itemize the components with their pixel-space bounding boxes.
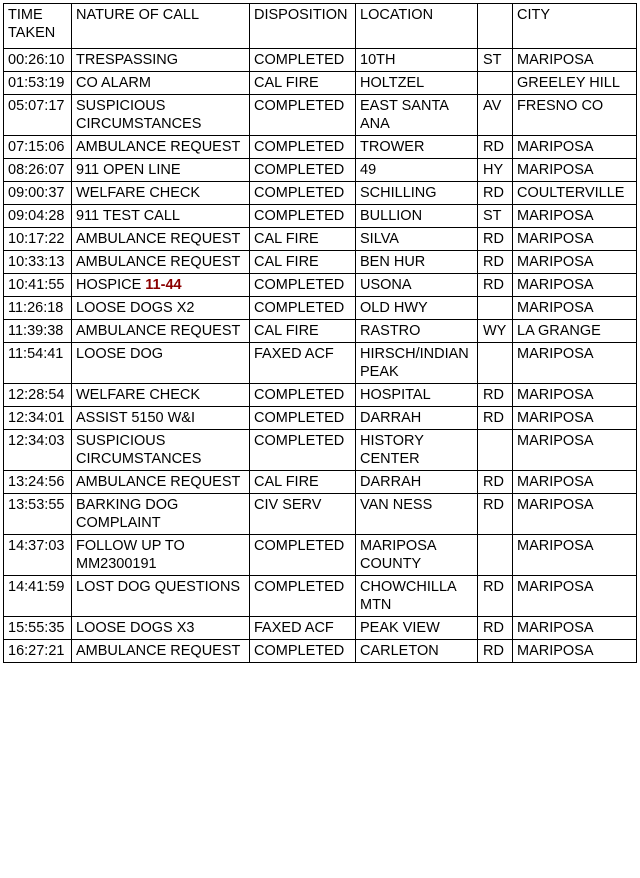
header-nature-of-call: NATURE OF CALL xyxy=(72,4,250,49)
nature-cell: AMBULANCE REQUEST xyxy=(72,640,250,663)
table-row xyxy=(4,343,637,384)
nature-cell xyxy=(72,274,250,297)
suffix-cell: RD xyxy=(478,136,513,159)
city-cell: MARIPOSA xyxy=(513,274,637,297)
city-cell: MARIPOSA xyxy=(513,228,637,251)
header-suffix xyxy=(478,4,513,49)
city-cell: MARIPOSA xyxy=(513,576,637,617)
location-cell: BULLION xyxy=(356,205,478,228)
suffix-cell xyxy=(478,72,513,95)
nature-cell: 911 TEST CALL xyxy=(72,205,250,228)
location-cell: RASTRO xyxy=(356,320,478,343)
table-row xyxy=(4,182,637,205)
table-row xyxy=(4,640,637,663)
nature-cell: AMBULANCE REQUEST xyxy=(72,471,250,494)
location-cell: CARLETON xyxy=(356,640,478,663)
city-cell: FRESNO CO xyxy=(513,95,637,136)
location-cell: EAST SANTA ANA xyxy=(356,95,478,136)
table-row xyxy=(4,228,637,251)
table-row xyxy=(4,136,637,159)
disposition-cell: COMPLETED xyxy=(250,297,356,320)
nature-cell: LOOSE DOG xyxy=(72,343,250,384)
table-row xyxy=(4,274,637,297)
table-row xyxy=(4,205,637,228)
table-row xyxy=(4,95,637,136)
header-time-taken: TIME TAKEN xyxy=(4,4,72,49)
nature-cell: AMBULANCE REQUEST xyxy=(72,251,250,274)
time-cell: 07:15:06 xyxy=(4,136,72,159)
table-row xyxy=(4,251,637,274)
disposition-cell: COMPLETED xyxy=(250,159,356,182)
disposition-cell: CAL FIRE xyxy=(250,320,356,343)
time-cell: 10:41:55 xyxy=(4,274,72,297)
time-cell: 14:41:59 xyxy=(4,576,72,617)
nature-cell: LOST DOG QUESTIONS xyxy=(72,576,250,617)
table-row xyxy=(4,430,637,471)
disposition-cell: COMPLETED xyxy=(250,430,356,471)
disposition-cell: FAXED ACF xyxy=(250,617,356,640)
suffix-cell: RD xyxy=(478,576,513,617)
time-cell: 12:34:03 xyxy=(4,430,72,471)
table-row xyxy=(4,384,637,407)
time-cell: 10:33:13 xyxy=(4,251,72,274)
nature-cell: AMBULANCE REQUEST xyxy=(72,136,250,159)
suffix-cell: RD xyxy=(478,182,513,205)
table-row xyxy=(4,159,637,182)
disposition-cell: COMPLETED xyxy=(250,95,356,136)
disposition-cell: COMPLETED xyxy=(250,136,356,159)
disposition-cell: COMPLETED xyxy=(250,407,356,430)
time-cell: 12:28:54 xyxy=(4,384,72,407)
time-cell: 16:27:21 xyxy=(4,640,72,663)
nature-cell: 911 OPEN LINE xyxy=(72,159,250,182)
nature-cell: AMBULANCE REQUEST xyxy=(72,320,250,343)
city-cell: MARIPOSA xyxy=(513,251,637,274)
location-cell: SILVA xyxy=(356,228,478,251)
disposition-cell: CIV SERV xyxy=(250,494,356,535)
suffix-cell: RD xyxy=(478,640,513,663)
disposition-cell: COMPLETED xyxy=(250,640,356,663)
city-cell: MARIPOSA xyxy=(513,136,637,159)
location-cell: HIRSCH/INDIAN PEAK xyxy=(356,343,478,384)
disposition-cell: COMPLETED xyxy=(250,182,356,205)
table-row xyxy=(4,471,637,494)
time-cell: 09:00:37 xyxy=(4,182,72,205)
nature-cell: TRESPASSING xyxy=(72,49,250,72)
nature-cell: AMBULANCE REQUEST xyxy=(72,228,250,251)
location-cell: PEAK VIEW xyxy=(356,617,478,640)
location-cell: SCHILLING xyxy=(356,182,478,205)
city-cell: MARIPOSA xyxy=(513,640,637,663)
time-cell: 10:17:22 xyxy=(4,228,72,251)
disposition-cell: CAL FIRE xyxy=(250,251,356,274)
disposition-cell: CAL FIRE xyxy=(250,228,356,251)
nature-cell: WELFARE CHECK xyxy=(72,384,250,407)
header-row xyxy=(4,4,637,49)
table-row xyxy=(4,535,637,576)
disposition-cell: FAXED ACF xyxy=(250,343,356,384)
city-cell: MARIPOSA xyxy=(513,430,637,471)
suffix-cell: AV xyxy=(478,95,513,136)
time-cell: 11:54:41 xyxy=(4,343,72,384)
suffix-cell: RD xyxy=(478,228,513,251)
disposition-cell: COMPLETED xyxy=(250,49,356,72)
location-cell: HOSPITAL xyxy=(356,384,478,407)
suffix-cell: RD xyxy=(478,494,513,535)
disposition-cell: COMPLETED xyxy=(250,384,356,407)
suffix-cell xyxy=(478,535,513,576)
location-cell: VAN NESS xyxy=(356,494,478,535)
table-row xyxy=(4,617,637,640)
location-cell: HOLTZEL xyxy=(356,72,478,95)
city-cell: MARIPOSA xyxy=(513,205,637,228)
nature-text: HOSPICE xyxy=(76,277,142,293)
time-cell: 14:37:03 xyxy=(4,535,72,576)
city-cell: LA GRANGE xyxy=(513,320,637,343)
city-cell: MARIPOSA xyxy=(513,407,637,430)
suffix-cell: HY xyxy=(478,159,513,182)
nature-cell: CO ALARM xyxy=(72,72,250,95)
table-row xyxy=(4,494,637,535)
city-cell: MARIPOSA xyxy=(513,617,637,640)
time-cell: 00:26:10 xyxy=(4,49,72,72)
time-cell: 08:26:07 xyxy=(4,159,72,182)
suffix-cell: ST xyxy=(478,205,513,228)
time-cell: 11:39:38 xyxy=(4,320,72,343)
city-cell: MARIPOSA xyxy=(513,494,637,535)
time-cell: 11:26:18 xyxy=(4,297,72,320)
location-cell: CHOWCHILLA MTN xyxy=(356,576,478,617)
table-row xyxy=(4,320,637,343)
location-cell: HISTORY CENTER xyxy=(356,430,478,471)
table-row xyxy=(4,72,637,95)
suffix-cell: RD xyxy=(478,407,513,430)
nature-cell: ASSIST 5150 W&I xyxy=(72,407,250,430)
disposition-cell: COMPLETED xyxy=(250,576,356,617)
nature-cell: LOOSE DOGS X3 xyxy=(72,617,250,640)
table-row xyxy=(4,407,637,430)
city-cell: MARIPOSA xyxy=(513,384,637,407)
call-log-table xyxy=(3,3,637,663)
table-row xyxy=(4,49,637,72)
time-cell: 05:07:17 xyxy=(4,95,72,136)
nature-cell: SUSPICIOUS CIRCUMSTANCES xyxy=(72,95,250,136)
suffix-cell: RD xyxy=(478,274,513,297)
code-highlight: 11-44 xyxy=(145,277,182,293)
suffix-cell: RD xyxy=(478,251,513,274)
nature-cell: SUSPICIOUS CIRCUMSTANCES xyxy=(72,430,250,471)
location-cell: OLD HWY xyxy=(356,297,478,320)
time-cell: 09:04:28 xyxy=(4,205,72,228)
city-cell: COULTERVILLE xyxy=(513,182,637,205)
table-row xyxy=(4,297,637,320)
location-cell: 49 xyxy=(356,159,478,182)
disposition-cell: COMPLETED xyxy=(250,274,356,297)
suffix-cell xyxy=(478,430,513,471)
suffix-cell: ST xyxy=(478,49,513,72)
location-cell: MARIPOSA COUNTY xyxy=(356,535,478,576)
header-disposition: DISPOSITION xyxy=(250,4,356,49)
disposition-cell: COMPLETED xyxy=(250,205,356,228)
location-cell: DARRAH xyxy=(356,471,478,494)
time-cell: 13:53:55 xyxy=(4,494,72,535)
time-cell: 13:24:56 xyxy=(4,471,72,494)
city-cell: MARIPOSA xyxy=(513,297,637,320)
time-cell: 01:53:19 xyxy=(4,72,72,95)
table-row xyxy=(4,576,637,617)
location-cell: BEN HUR xyxy=(356,251,478,274)
suffix-cell: RD xyxy=(478,471,513,494)
location-cell: DARRAH xyxy=(356,407,478,430)
city-cell: MARIPOSA xyxy=(513,343,637,384)
suffix-cell xyxy=(478,343,513,384)
header-location: LOCATION xyxy=(356,4,478,49)
disposition-cell: COMPLETED xyxy=(250,535,356,576)
header-city: CITY xyxy=(513,4,637,49)
city-cell: MARIPOSA xyxy=(513,471,637,494)
disposition-cell: CAL FIRE xyxy=(250,72,356,95)
suffix-cell: RD xyxy=(478,617,513,640)
location-cell: TROWER xyxy=(356,136,478,159)
disposition-cell: CAL FIRE xyxy=(250,471,356,494)
city-cell: MARIPOSA xyxy=(513,535,637,576)
suffix-cell xyxy=(478,297,513,320)
suffix-cell: RD xyxy=(478,384,513,407)
time-cell: 15:55:35 xyxy=(4,617,72,640)
city-cell: GREELEY HILL xyxy=(513,72,637,95)
nature-cell: WELFARE CHECK xyxy=(72,182,250,205)
city-cell: MARIPOSA xyxy=(513,49,637,72)
time-cell: 12:34:01 xyxy=(4,407,72,430)
location-cell: USONA xyxy=(356,274,478,297)
location-cell: 10TH xyxy=(356,49,478,72)
city-cell: MARIPOSA xyxy=(513,159,637,182)
suffix-cell: WY xyxy=(478,320,513,343)
nature-cell: BARKING DOG COMPLAINT xyxy=(72,494,250,535)
nature-cell: LOOSE DOGS X2 xyxy=(72,297,250,320)
nature-cell: FOLLOW UP TO MM2300191 xyxy=(72,535,250,576)
